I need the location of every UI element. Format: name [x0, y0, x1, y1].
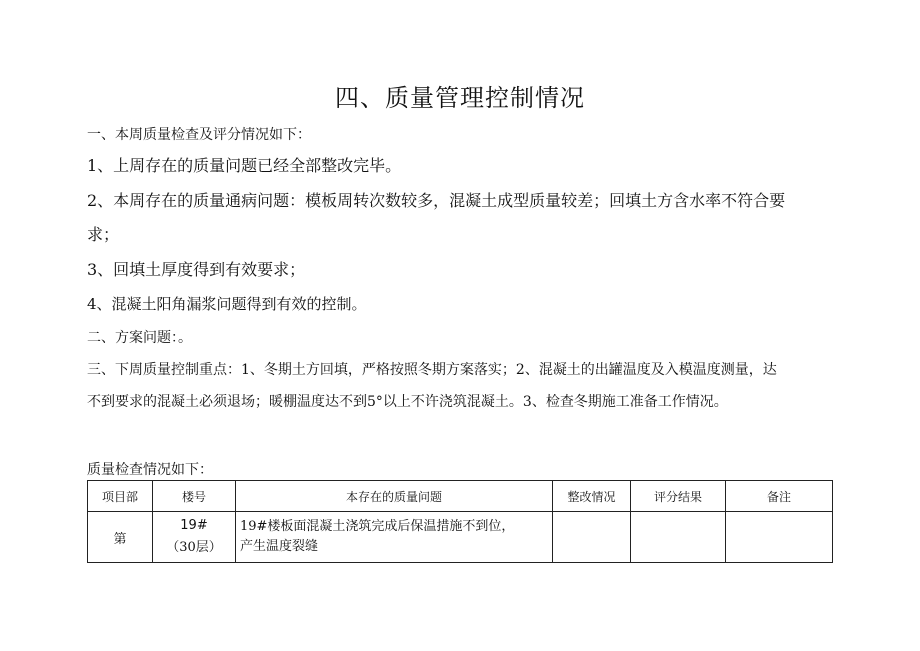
list-item: 4、混凝土阳角漏浆问题得到有效的控制。	[87, 295, 367, 313]
section2-heading: 二、方案问题：。	[87, 330, 192, 346]
header-project: 项目部	[88, 481, 153, 512]
table-header-row	[88, 481, 833, 512]
list-item: 2、本周存在的质量通病问题：模板周转次数较多，混凝土成型质量较差；回填土方含水率不符合要	[87, 191, 786, 210]
cell-score	[631, 512, 726, 563]
issue-line: 19#楼板面混凝土浇筑完成后保温措施不到位，	[240, 519, 515, 534]
header-score: 评分结果	[631, 481, 726, 512]
section3-paragraph-line1: 三、下周质量控制重点：1、冬期土方回填，严格按照冬期方案落实；2、混凝土的出罐温度及入模温度测量，达	[87, 362, 777, 378]
cell-building	[153, 512, 236, 563]
cell-project: 第	[88, 512, 153, 563]
page-title: 四、质量管理控制情况	[335, 84, 585, 112]
header-building: 楼号	[153, 481, 236, 512]
building-number: 19#	[180, 518, 208, 533]
issue-line: 产生温度裂缝	[240, 539, 319, 554]
section3-paragraph-line2: 不到要求的混凝土必须退场；暖棚温度达不到5°以上不许浇筑混凝土。3、检查冬期施工准备工作情况。	[87, 394, 728, 410]
list-item-continuation: 求；	[87, 225, 120, 244]
building-floors: （30层）	[166, 540, 222, 555]
header-issue: 本存在的质量问题	[236, 481, 553, 512]
cell-rectification	[553, 512, 631, 563]
table-caption: 质量检查情况如下：	[87, 462, 213, 478]
list-item: 3、回填土厚度得到有效要求；	[87, 260, 306, 279]
list-item: 1、上周存在的质量问题已经全部整改完毕。	[87, 156, 402, 175]
header-rectification: 整改情况	[553, 481, 631, 512]
cell-remark	[726, 512, 833, 563]
cell-issue	[236, 512, 553, 563]
quality-inspection-table	[87, 480, 833, 563]
table-row	[88, 512, 833, 563]
section1-heading: 一、本周质量检查及评分情况如下：	[87, 127, 311, 143]
header-remark: 备注	[726, 481, 833, 512]
